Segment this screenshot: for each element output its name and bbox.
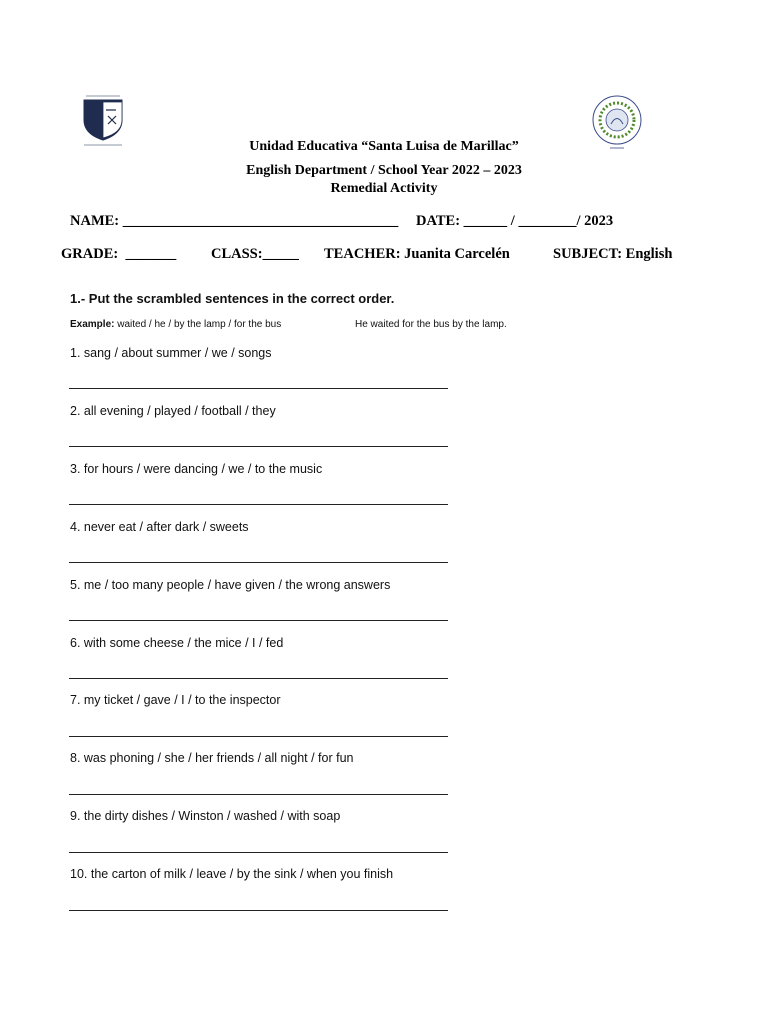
department-title: English Department / School Year 2022 – 2023 [246, 163, 522, 178]
sentence-item-5: 5. me / too many people / have given / the wrong answers [70, 578, 391, 592]
example-answer: He waited for the bus by the lamp. [355, 319, 507, 330]
school-name: Unidad Educativa “Santa Luisa de Marillac” [249, 139, 519, 154]
sentence-item-10: 10. the carton of milk / leave / by the sink / when you finish [70, 867, 394, 881]
sentence-item-8: 8. was phoning / she / her friends / all night / for fun [70, 751, 354, 765]
teacher-label: TEACHER: Juanita Carcelén [324, 246, 510, 262]
answer-line-3[interactable] [69, 504, 448, 505]
sentence-item-6: 6. with some cheese / the mice / I / fed [70, 636, 284, 650]
answer-line-10[interactable] [69, 910, 448, 911]
date-field[interactable]: DATE: ______ / ________/ 2023 [416, 213, 614, 229]
instruction-text: 1.- Put the scrambled sentences in the correct order. [70, 291, 395, 306]
sentence-item-9: 9. the dirty dishes / Winston / washed / with soap [70, 809, 341, 823]
example-prompt [70, 319, 281, 330]
sentence-item-3: 3. for hours / were dancing / we / to the music [70, 462, 323, 476]
answer-line-7[interactable] [69, 736, 448, 737]
answer-line-8[interactable] [69, 794, 448, 795]
sentence-item-7: 7. my ticket / gave / I / to the inspector [70, 693, 281, 707]
sentence-item-2: 2. all evening / played / football / they [70, 404, 276, 418]
grade-field[interactable]: GRADE: _______ [61, 246, 177, 262]
example-words: waited / he / by the lamp / for the bus [114, 319, 282, 330]
answer-line-6[interactable] [69, 678, 448, 679]
activity-title: Remedial Activity [330, 181, 438, 196]
class-field[interactable]: CLASS:_____ [211, 246, 299, 262]
sentence-item-1: 1. sang / about summer / we / songs [70, 346, 272, 360]
answer-line-9[interactable] [69, 852, 448, 853]
example-label: Example: [70, 319, 115, 330]
answer-line-4[interactable] [69, 562, 448, 563]
subject-label: SUBJECT: English [553, 246, 673, 262]
sentence-item-4: 4. never eat / after dark / sweets [70, 520, 249, 534]
answer-line-2[interactable] [69, 446, 448, 447]
answer-line-5[interactable] [69, 620, 448, 621]
answer-line-1[interactable] [69, 388, 448, 389]
name-field[interactable]: NAME: ______________________________________ [70, 213, 399, 229]
